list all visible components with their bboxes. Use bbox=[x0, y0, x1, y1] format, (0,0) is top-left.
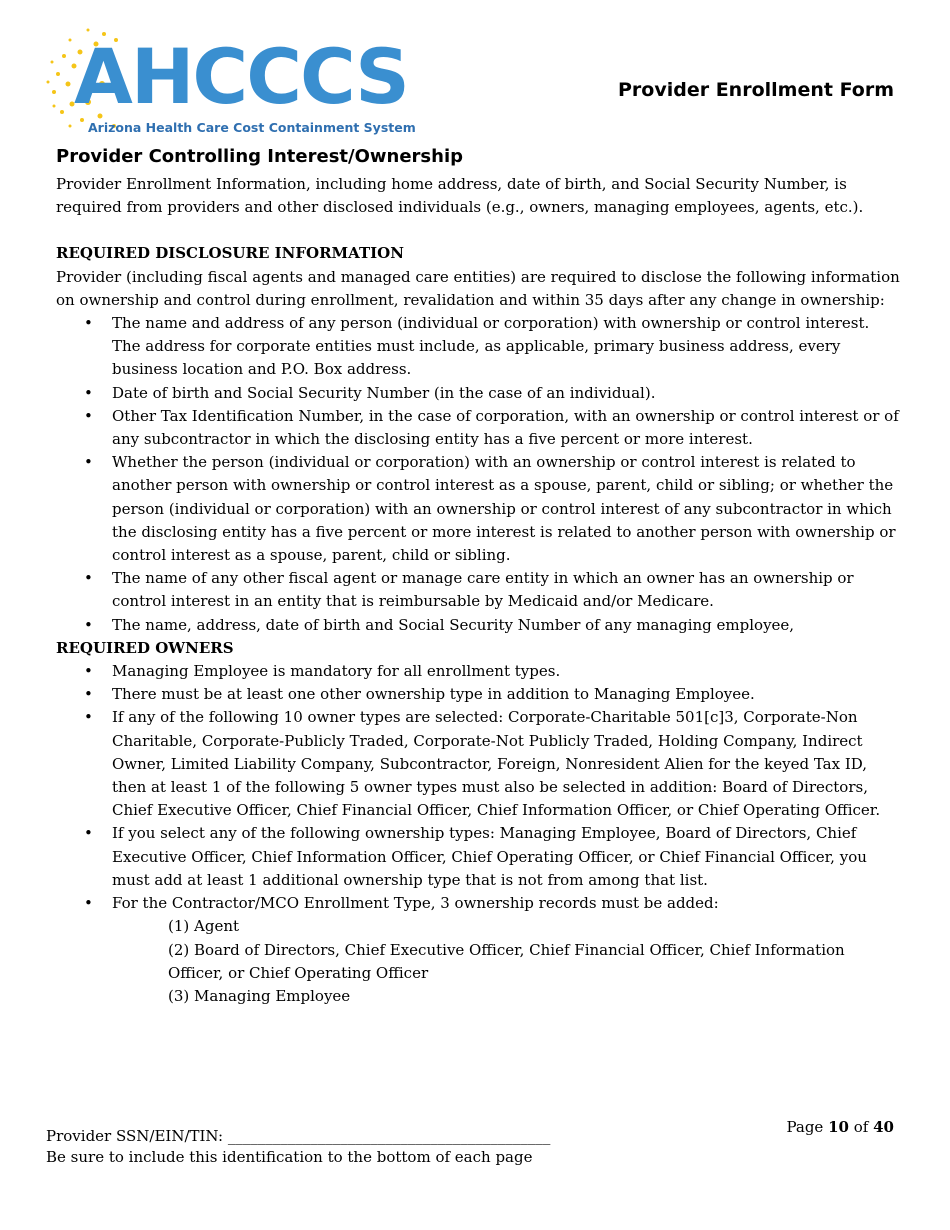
bullet-icon: • bbox=[84, 406, 93, 425]
disclosure-intro: Provider (including fiscal agents and managed care entities) are required to disclose the following information on ownership and control during enrollment, revalidation and within 35 days after any change in ownership: bbox=[56, 267, 900, 309]
bullet-icon: • bbox=[84, 453, 93, 472]
section-title: Provider Controlling Interest/Ownership bbox=[56, 146, 464, 167]
list-item: • If you select any of the following ownership types: Managing Employee, Board of Directors, Chief Executive Officer, Chief Information Officer, Chief Operating Officer, or Chief Financial Officer, you must add at least 1 additional ownership type that is not from among that list. bbox=[84, 824, 867, 889]
bullet-icon: • bbox=[84, 685, 93, 704]
bullet-icon: • bbox=[84, 569, 93, 588]
bullet-icon: • bbox=[84, 314, 93, 333]
list-item: • Other Tax Identification Number, in the case of corporation, with an ownership or control interest or of any subcontractor in which the disclosing entity has a five percent or more interest. bbox=[84, 406, 899, 449]
bullet-icon: • bbox=[84, 662, 93, 681]
bullet-icon: • bbox=[84, 708, 93, 727]
main-content bbox=[56, 145, 902, 1008]
owners-list bbox=[56, 660, 902, 915]
page-of: of bbox=[853, 1118, 869, 1136]
sub-list-item: (3) Managing Employee bbox=[168, 986, 351, 1005]
tin-label: Provider SSN/EIN/TIN: ___________________________________________ bbox=[46, 1127, 551, 1145]
list-item: • Managing Employee is mandatory for all enrollment types. bbox=[56, 660, 902, 683]
form-title: Provider Enrollment Form bbox=[617, 79, 894, 101]
page-total: 40 bbox=[873, 1118, 894, 1136]
bullet-icon: • bbox=[84, 894, 93, 913]
section-intro: Provider Enrollment Information, including home address, date of birth, and Social Security Number, is required from providers and other disclosed individuals (e.g., owners, managing employees, agents, etc.). bbox=[56, 175, 864, 217]
bullet-icon: • bbox=[84, 615, 93, 634]
sub-list-item: (1) Agent bbox=[168, 917, 240, 936]
bullet-icon: • bbox=[84, 383, 93, 402]
contractor-sub-list bbox=[56, 915, 902, 1008]
disclosure-list bbox=[56, 312, 902, 637]
sub-list-item: (2) Board of Directors, Chief Executive Officer, Chief Financial Officer, Chief Information Officer, or Chief Operating Officer bbox=[168, 940, 845, 982]
list-item: • The name and address of any person (individual or corporation) with ownership or control interest. The address for corporate entities must include, as applicable, primary business address, every business location and P.O. Box address. bbox=[84, 314, 870, 379]
footer-note: Be sure to include this identification to the bottom of each page bbox=[46, 1148, 533, 1166]
logo-subtitle: Arizona Health Care Cost Containment System bbox=[88, 120, 416, 135]
page-current: 10 bbox=[828, 1118, 849, 1136]
owners-heading: REQUIRED OWNERS bbox=[56, 638, 234, 657]
list-item: • The name of any other fiscal agent or manage care entity in which an owner has an ownership or control interest in an entity that is reimbursable by Medicaid and/or Medicare. bbox=[84, 569, 854, 611]
ahcccs-logo bbox=[44, 26, 424, 138]
page-number bbox=[786, 1118, 894, 1136]
bullet-icon: • bbox=[84, 824, 93, 843]
list-item: • If any of the following 10 owner types are selected: Corporate-Charitable 501[c]3, Corporate-Non Charitable, Corporate-Publicly Traded, Corporate-Not Publicly Traded, Holding Company, Indirect Owner, Limited Liability Company, Subcontractor, Foreign, Nonresident Alien for the keyed Tax ID, then at least 1 of the following 5 owner types must also be selected in addition: Board of Directors, Chief Executive Officer, Chief Financial Officer, Chief Information Officer, or Chief Operating Officer. bbox=[84, 708, 881, 820]
logo-text: AHCCCS bbox=[74, 32, 408, 121]
page-word: Page bbox=[786, 1118, 824, 1136]
footer-identification bbox=[46, 1126, 550, 1168]
list-item: • Date of birth and Social Security Number (in the case of an individual). bbox=[56, 382, 902, 405]
list-item: • There must be at least one other ownership type in addition to Managing Employee. bbox=[56, 683, 902, 706]
disclosure-heading: REQUIRED DISCLOSURE INFORMATION bbox=[56, 244, 404, 263]
list-item: • The name, address, date of birth and Social Security Number of any managing employee, bbox=[56, 614, 902, 637]
list-item: • For the Contractor/MCO Enrollment Type, 3 ownership records must be added: bbox=[56, 892, 902, 915]
list-item: • Whether the person (individual or corporation) with an ownership or control interest is related to another person with ownership or control interest as a spouse, parent, child or sibling; or whether the person (individual or corporation) with an ownership or control interest of any subcontractor in which the disclosing entity has a five percent or more interest is related to another person with ownership or control interest as a spouse, parent, child or sibling. bbox=[84, 453, 896, 565]
